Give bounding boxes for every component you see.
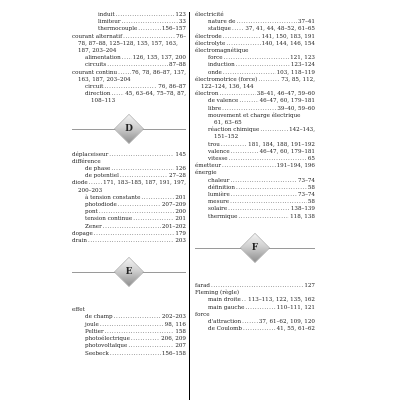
index-entry bbox=[195, 48, 315, 55]
index-pages-continued: 108–113 bbox=[91, 98, 116, 105]
index-entry bbox=[195, 113, 315, 120]
index-entry bbox=[195, 142, 315, 149]
index-entry bbox=[72, 314, 186, 321]
index-pages: 37, 61–62, 109, 120 bbox=[258, 318, 315, 325]
index-pages: 123 bbox=[175, 12, 186, 18]
index-pages: 179 bbox=[175, 230, 186, 237]
index-term: photoélectrique bbox=[85, 336, 130, 343]
index-entry bbox=[195, 305, 315, 312]
index-pages: 191–194, 196 bbox=[276, 163, 315, 170]
dot-leader bbox=[239, 98, 258, 105]
dot-leader bbox=[242, 319, 258, 326]
index-entry bbox=[195, 206, 315, 213]
index-entry bbox=[195, 290, 315, 297]
index-block bbox=[195, 283, 315, 333]
index-entry bbox=[72, 202, 186, 209]
dot-leader bbox=[120, 173, 168, 180]
dot-leader bbox=[94, 231, 175, 238]
index-entry bbox=[72, 343, 186, 350]
dot-leader bbox=[104, 84, 157, 91]
index-entry bbox=[72, 351, 186, 358]
index-term: électron bbox=[195, 91, 219, 98]
index-pages: 207 bbox=[175, 343, 186, 350]
index-term: libre bbox=[208, 105, 222, 112]
index-term: farad bbox=[195, 282, 210, 289]
index-entry bbox=[195, 214, 315, 221]
dot-leader bbox=[122, 19, 178, 26]
index-term: statique bbox=[208, 26, 231, 33]
dot-leader bbox=[111, 166, 174, 173]
index-entry bbox=[72, 322, 186, 329]
index-entry bbox=[72, 180, 186, 187]
index-pages: 58 bbox=[307, 199, 315, 206]
dot-leader bbox=[236, 19, 297, 26]
index-pages: 201 bbox=[175, 216, 186, 223]
index-term: thermique bbox=[208, 213, 238, 220]
dot-leader bbox=[141, 195, 174, 202]
index-entry bbox=[72, 19, 186, 26]
index-term: émetteur bbox=[195, 163, 222, 170]
index-term: de Coulomb bbox=[208, 326, 242, 333]
dot-leader bbox=[243, 326, 276, 333]
index-entry bbox=[72, 84, 186, 91]
index-term: vitesse bbox=[208, 156, 228, 163]
index-entry bbox=[195, 12, 315, 19]
index-pages: 41, 55, 61–62 bbox=[276, 326, 315, 333]
index-entry bbox=[195, 98, 315, 105]
dot-leader bbox=[89, 180, 102, 187]
dot-leader bbox=[110, 351, 161, 358]
index-pages: 73, 85, 112, bbox=[281, 76, 315, 83]
index-pages: 145 bbox=[175, 151, 186, 158]
index-term: courant continu bbox=[72, 69, 118, 76]
dot-leader bbox=[122, 55, 132, 62]
index-pages: 138–139 bbox=[290, 206, 315, 213]
index-entry bbox=[72, 216, 186, 223]
index-pages: 58 bbox=[307, 184, 315, 191]
index-term: électrode bbox=[195, 33, 222, 40]
index-pages: 113–113, 122, 135, 162 bbox=[248, 297, 315, 304]
dot-leader bbox=[131, 336, 160, 343]
index-block bbox=[72, 152, 186, 246]
index-pages: 127 bbox=[304, 282, 315, 289]
dot-leader bbox=[258, 77, 280, 84]
index-entry bbox=[195, 70, 315, 77]
index-entry bbox=[195, 297, 315, 304]
index-term: induit bbox=[98, 12, 115, 18]
section-letter: E bbox=[125, 267, 133, 278]
dot-leader bbox=[109, 152, 174, 159]
index-term: mesure bbox=[208, 199, 230, 206]
index-term: chaleur bbox=[208, 177, 230, 184]
index-pages: 110–111, 121 bbox=[276, 304, 315, 311]
index-term: solaire bbox=[208, 206, 228, 213]
index-pages-continued: 200–203 bbox=[78, 187, 103, 194]
dot-leader bbox=[223, 70, 276, 77]
index-term: dopage bbox=[72, 230, 93, 237]
index-term: d'attraction bbox=[208, 318, 242, 325]
index-term: circuit bbox=[85, 84, 104, 91]
dot-leader bbox=[230, 199, 307, 206]
dot-leader bbox=[260, 127, 288, 134]
index-term: induction bbox=[208, 62, 235, 69]
index-pages: 76, 86–87 bbox=[158, 84, 186, 91]
index-entry bbox=[72, 152, 186, 159]
index-block bbox=[72, 307, 186, 357]
dot-leader bbox=[103, 224, 161, 231]
index-entry bbox=[195, 192, 315, 199]
letter-section-f bbox=[195, 225, 315, 271]
index-term: valence bbox=[208, 148, 230, 155]
index-term: photodiode bbox=[85, 202, 117, 209]
dot-leader bbox=[223, 34, 261, 41]
index-pages: 126 bbox=[175, 166, 186, 173]
index-pages: 87–88 bbox=[168, 62, 186, 69]
index-entry bbox=[195, 312, 315, 319]
index-pages: 73–74 bbox=[297, 192, 315, 199]
dot-leader bbox=[236, 185, 307, 192]
index-entry bbox=[72, 55, 186, 62]
index-pages: 38–41, 46–47, 59–60 bbox=[256, 91, 315, 98]
index-entry bbox=[72, 70, 186, 77]
index-pages: 123–124 bbox=[290, 62, 315, 69]
index-entry bbox=[195, 127, 315, 134]
index-pages: 45, 63–64, 75–78, 87, bbox=[125, 91, 186, 98]
dot-leader bbox=[128, 343, 174, 350]
index-term: circuits bbox=[85, 62, 107, 69]
letter-section-d bbox=[72, 106, 186, 152]
dot-leader bbox=[231, 192, 297, 199]
index-entry bbox=[195, 170, 315, 177]
index-entry bbox=[72, 329, 186, 336]
index-entry bbox=[72, 336, 186, 343]
dot-leader bbox=[100, 322, 164, 329]
index-pages: 156–157 bbox=[161, 26, 186, 33]
index-term: Seebeck bbox=[85, 350, 109, 357]
index-term: déplaceiseur bbox=[72, 151, 109, 158]
column-divider bbox=[189, 12, 190, 400]
dot-leader bbox=[238, 214, 289, 221]
letter-section-e bbox=[72, 249, 186, 295]
index-term: réaction chimique bbox=[208, 127, 260, 134]
dot-leader bbox=[242, 297, 247, 304]
index-entry bbox=[195, 283, 315, 290]
index-pages: 37–41 bbox=[297, 19, 315, 26]
index-entry bbox=[72, 166, 186, 173]
dot-leader bbox=[229, 156, 307, 163]
dot-leader bbox=[230, 178, 297, 185]
index-pages: 158 bbox=[175, 328, 186, 335]
index-term: force bbox=[195, 311, 210, 318]
index-pages: 27–28 bbox=[168, 173, 186, 180]
index-entry bbox=[72, 26, 186, 33]
index-entry bbox=[72, 224, 186, 231]
index-pages: 118, 138 bbox=[290, 213, 315, 220]
index-term: Fleming (règle) bbox=[195, 290, 240, 297]
index-term: de potentiel bbox=[85, 173, 119, 180]
index-pages: 202–203 bbox=[161, 314, 186, 321]
index-term: direction bbox=[85, 91, 111, 98]
index-pages: 126, 135, 137, 200 bbox=[132, 55, 186, 62]
index-term: énergie bbox=[195, 170, 217, 177]
index-term: électromagnétique bbox=[195, 48, 249, 55]
index-term: de phase bbox=[85, 166, 111, 173]
index-entry bbox=[195, 77, 315, 84]
index-term: diode bbox=[72, 180, 88, 187]
index-entry bbox=[72, 231, 186, 238]
index-pages: 142–143, bbox=[289, 127, 315, 134]
index-pages: 76– bbox=[176, 33, 186, 40]
dot-leader bbox=[219, 91, 255, 98]
index-pages-continued: 163, 187, 203–204 bbox=[78, 76, 131, 83]
index-pages: 39–40, 59–60 bbox=[277, 105, 315, 112]
index-pages: 65 bbox=[307, 156, 315, 163]
dot-leader bbox=[118, 70, 131, 77]
index-entry bbox=[195, 199, 315, 206]
dot-leader bbox=[88, 238, 174, 245]
index-term: limiteur bbox=[98, 19, 121, 26]
index-term: Zener bbox=[85, 223, 102, 230]
index-term: drain bbox=[72, 238, 87, 245]
index-pages: 46–47, 60, 179–181 bbox=[259, 148, 315, 155]
index-block bbox=[195, 12, 315, 221]
dot-leader bbox=[232, 26, 244, 33]
index-entry bbox=[72, 62, 186, 69]
index-entry bbox=[195, 178, 315, 185]
index-pages: 46–47, 60, 179–181 bbox=[259, 98, 315, 105]
dot-leader bbox=[118, 202, 161, 209]
index-entry bbox=[195, 91, 315, 98]
index-term: Peltier bbox=[85, 328, 104, 335]
index-entry bbox=[195, 62, 315, 69]
index-term: courant alternatif bbox=[72, 33, 123, 40]
index-entry bbox=[72, 91, 186, 98]
dot-leader bbox=[224, 55, 290, 62]
index-pages: 203 bbox=[175, 238, 186, 245]
dot-leader bbox=[114, 314, 161, 321]
dot-leader bbox=[231, 149, 259, 156]
index-pages: 181, 184, 188, 191–192 bbox=[248, 141, 315, 148]
dot-leader bbox=[133, 216, 174, 223]
index-entry bbox=[195, 185, 315, 192]
index-term: électromotrice (force) bbox=[195, 76, 258, 83]
section-letter: F bbox=[251, 242, 259, 253]
dot-leader bbox=[105, 329, 175, 336]
index-term: mouvement et charge électrique bbox=[208, 112, 301, 119]
dot-leader bbox=[222, 106, 276, 113]
index-entry bbox=[195, 319, 315, 326]
index-entry bbox=[195, 149, 315, 156]
dot-leader bbox=[112, 91, 125, 98]
index-pages: 98, 116 bbox=[164, 321, 186, 328]
index-term: force bbox=[208, 55, 223, 62]
index-pages: 76, 78, 86–87, 137, bbox=[131, 69, 186, 76]
index-pages: 121, 123 bbox=[290, 55, 315, 62]
index-pages: 73–74 bbox=[297, 177, 315, 184]
dot-leader bbox=[116, 12, 175, 19]
index-term: onde bbox=[208, 69, 222, 76]
index-term: main droite bbox=[208, 297, 241, 304]
index-pages: 201–202 bbox=[161, 223, 186, 230]
index-term: trou bbox=[208, 141, 220, 148]
index-term: de champ bbox=[85, 314, 113, 321]
index-column-left bbox=[72, 12, 186, 358]
dot-leader bbox=[138, 26, 161, 33]
index-pages: 201 bbox=[175, 194, 186, 201]
index-term: thermocouple bbox=[98, 26, 138, 33]
index-pages: 37, 41, 44, 48–52, 61–65 bbox=[245, 26, 315, 33]
index-pages-continued: 78, 87–88, 125–128, 135, 157, 163, 187, 203–204 bbox=[78, 40, 178, 55]
index-term: photovoltaïque bbox=[85, 343, 128, 350]
index-pages: 141, 150, 183, 191 bbox=[261, 33, 315, 40]
dot-leader bbox=[222, 163, 276, 170]
index-term: électricité bbox=[195, 12, 224, 18]
index-entry bbox=[72, 238, 186, 245]
index-entry bbox=[72, 34, 186, 41]
index-pages-continued: 61, 63–65 bbox=[214, 120, 242, 127]
index-entry bbox=[195, 26, 315, 33]
index-pages: 103, 118–119 bbox=[276, 69, 315, 76]
index-block bbox=[72, 12, 186, 106]
index-pages: 200 bbox=[175, 209, 186, 216]
index-term: nature de bbox=[208, 19, 236, 26]
index-term: alimentation bbox=[85, 55, 121, 62]
dot-leader bbox=[221, 142, 247, 149]
index-term: à tension constante bbox=[85, 194, 141, 201]
index-pages: 207–209 bbox=[161, 202, 186, 209]
index-term: main gauche bbox=[208, 304, 245, 311]
index-entry bbox=[72, 209, 186, 216]
index-entry bbox=[195, 55, 315, 62]
section-letter: D bbox=[125, 123, 133, 134]
index-pages-continued: 151–152 bbox=[214, 134, 239, 141]
dot-leader bbox=[211, 283, 303, 290]
index-pages: 156–158 bbox=[161, 350, 186, 357]
index-entry bbox=[72, 307, 186, 314]
index-entry bbox=[195, 41, 315, 48]
index-term: tension continue bbox=[85, 216, 133, 223]
dot-leader bbox=[245, 305, 275, 312]
index-entry bbox=[72, 159, 186, 166]
dot-leader bbox=[226, 41, 260, 48]
dot-leader bbox=[228, 206, 290, 213]
dot-leader bbox=[99, 209, 175, 216]
dot-leader bbox=[107, 62, 168, 69]
index-entry bbox=[195, 326, 315, 333]
index-pages-continued: 122–124, 136, 144 bbox=[201, 84, 254, 91]
index-entry bbox=[72, 195, 186, 202]
index-pages: 171, 183–185, 187, 191, 197, bbox=[103, 180, 186, 187]
index-term: de valence bbox=[208, 98, 239, 105]
index-pages: 33 bbox=[178, 19, 186, 26]
index-term: définition bbox=[208, 184, 236, 191]
index-pages: 206, 209 bbox=[161, 336, 186, 343]
index-term: lumière bbox=[208, 192, 230, 199]
index-entry bbox=[72, 173, 186, 180]
index-pages: 140, 144, 146, 154 bbox=[261, 40, 315, 47]
index-entry bbox=[195, 34, 315, 41]
index-entry bbox=[195, 19, 315, 26]
index-term: électrolyte bbox=[195, 40, 226, 47]
index-column-right bbox=[195, 12, 315, 333]
dot-leader bbox=[123, 34, 175, 41]
index-term: joule bbox=[85, 321, 99, 328]
dot-leader bbox=[236, 62, 290, 69]
index-term: effet bbox=[72, 307, 85, 314]
index-entry bbox=[195, 106, 315, 113]
index-entry bbox=[72, 12, 186, 19]
index-term: pont bbox=[85, 209, 98, 216]
index-term: différence bbox=[72, 158, 101, 165]
